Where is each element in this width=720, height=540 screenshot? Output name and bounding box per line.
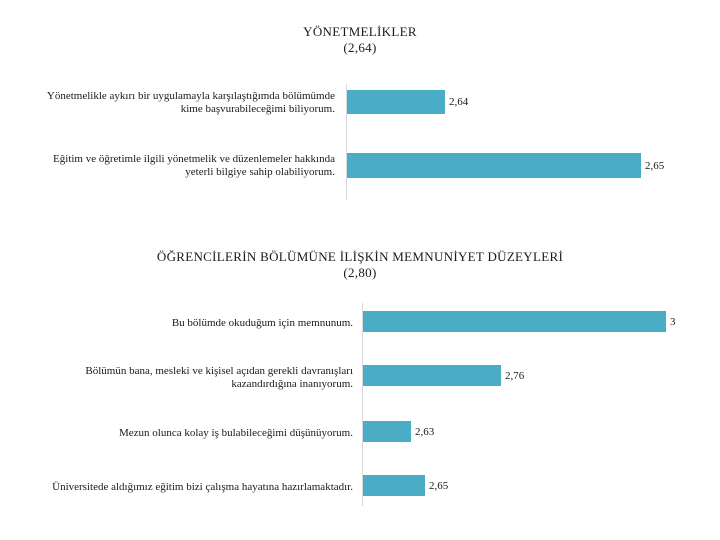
category-label: Yönetmelikle aykırı bir uygulamayla karşılaştığımda bölümümde kime başvurabileceğimi biliyorum. <box>46 90 335 115</box>
chart-title <box>0 24 720 56</box>
category-label: Üniversitede aldığımız eğitim bizi çalışma hayatına hazırlamaktadır. <box>52 481 353 493</box>
data-label: 2,64 <box>449 96 469 108</box>
chart-title-text: YÖNETMELİKLER <box>303 24 417 39</box>
bar <box>347 90 445 114</box>
chart-subtitle: (2,64) <box>343 40 377 55</box>
data-label: 2,76 <box>505 370 525 382</box>
data-label: 2,65 <box>429 480 449 492</box>
bar <box>363 365 501 386</box>
chart-title <box>0 249 720 281</box>
data-label: 2,65 <box>645 160 665 172</box>
chart-title-text: ÖĞRENCİLERİN BÖLÜMÜNE İLİŞKİN MEMNUNİYET DÜZEYLERİ <box>156 249 564 264</box>
bar <box>363 475 425 496</box>
bar <box>363 311 666 332</box>
data-label: 2,63 <box>415 426 435 438</box>
category-label: Bölümün bana, mesleki ve kişisel açıdan gerekli davranışları kazandırdığına inanıyorum. <box>85 365 353 390</box>
bar <box>363 421 411 442</box>
bar <box>347 153 641 178</box>
chart-subtitle: (2,80) <box>343 265 377 280</box>
category-label: Eğitim ve öğretimle ilgili yönetmelik ve düzenlemeler hakkında yeterli bilgiye sahip olabiliyorum. <box>53 153 335 178</box>
data-label: 3 <box>670 316 676 328</box>
category-label: Bu bölümde okuduğum için memnunum. <box>171 317 353 329</box>
category-label: Mezun olunca kolay iş bulabileceğimi düşünüyorum. <box>118 427 353 439</box>
